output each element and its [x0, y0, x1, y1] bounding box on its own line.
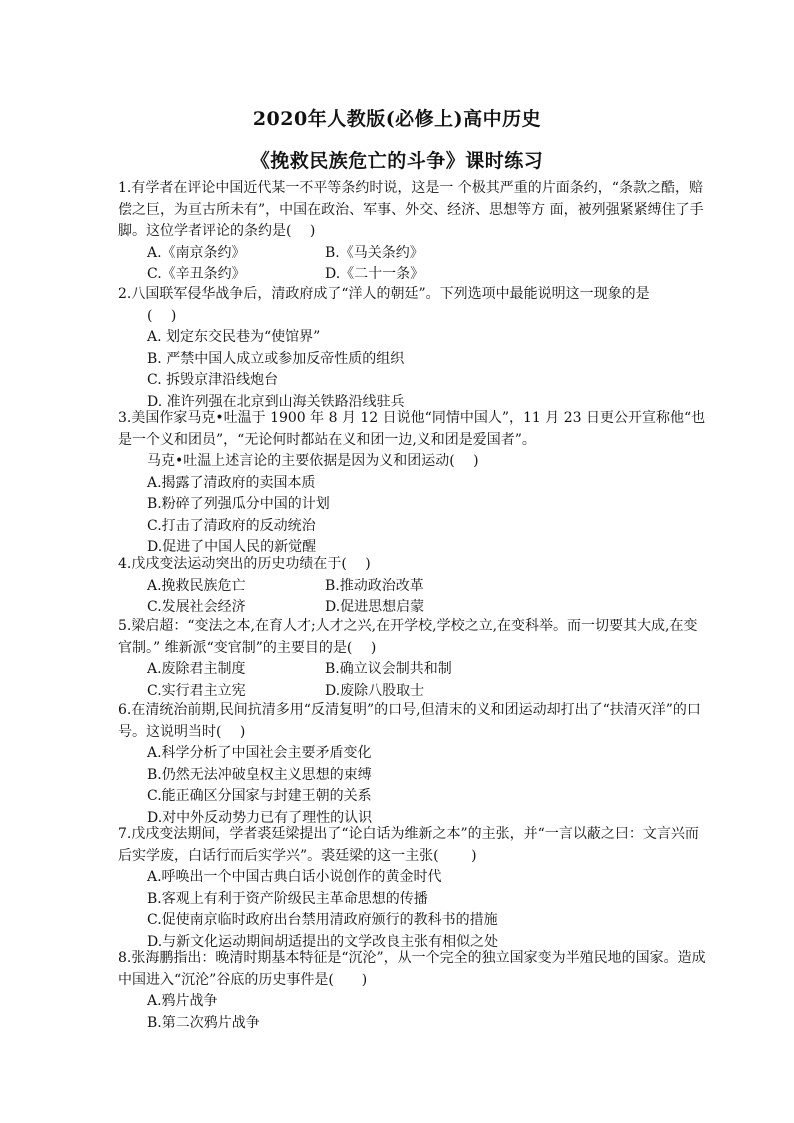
option-b: B.确立议会制共和制 — [325, 661, 452, 677]
option-b: B.粉碎了列强瓜分中国的计划 — [147, 496, 330, 512]
option-c: C.《辛丑条约》 — [147, 266, 246, 282]
option-a: A.揭露了清政府的卖国本质 — [147, 474, 316, 491]
option-d: D.与新文化运动期间胡适提出的文学改良主张有相似之处 — [147, 933, 499, 950]
question-stem: 1.有学者在评论中国近代某一不平等条约时说，这是一 个极其严重的片面条约，“条款之酷，赔偿之巨，为亘古所未有”，中国在政治、军事、外交、经济、思想等方 面，被列强紧紧缚住了手脚。这位学者评论的条约是( ) — [118, 180, 704, 239]
question-stem-continued: 马克•吐温上述言论的主要依据是因为义和团运动( ) — [147, 453, 479, 469]
document-title: 2020年人教版(必修上)高中历史 — [252, 108, 542, 130]
option-d: D.对中外反动势力已有了理性的认识 — [147, 809, 373, 826]
option-b: B.客观上有利于资产阶级民主革命思想的传播 — [147, 890, 428, 907]
option-a: A.呼唤出一个中国古典白话小说创作的黄金时代 — [147, 869, 442, 885]
question-5 — [118, 616, 708, 702]
option-d: D.促进了中国人民的新觉醒 — [147, 539, 317, 555]
question-6 — [118, 700, 708, 829]
option-b: B.《马关条约》 — [325, 244, 424, 261]
option-c: C. 拆毁京津沿线炮台 — [147, 372, 279, 388]
question-1 — [118, 178, 708, 286]
question-stem-continued: ( ) — [147, 307, 177, 324]
question-stem: 3.美国作家马克•吐温于 1900 年 8 月 12 日说他“同情中国人”，11 月 23 日更公开宣称他“也是一个义和团员”，“无论何时都站在义和团一边,义和团是爱国者”。 — [118, 410, 706, 448]
option-c: C.能正确区分国家与封建王朝的关系 — [147, 788, 372, 804]
question-7 — [118, 824, 708, 953]
question-2 — [118, 284, 708, 413]
question-3 — [118, 408, 708, 559]
option-d: D.促进思想启蒙 — [325, 599, 425, 615]
question-stem: 5.梁启超：“变法之本,在育人才;人才之兴,在开学校,学校之立,在变科举。而一切要其大成,在变官制。” 维新派“变官制”的主要目的是( ) — [118, 618, 698, 656]
option-b: B.推动政治改革 — [325, 577, 424, 594]
option-b: B.仍然无法冲破皇权主义思想的束缚 — [147, 766, 372, 783]
question-stem: 8.张海鹏指出：晚清时期基本特征是“沉沦”，从一个完全的独立国家变为半殖民地的国家。造成中国进入“沉沦”谷底的历史事件是( ) — [118, 950, 706, 988]
option-c: C.发展社会经济 — [147, 599, 246, 615]
options — [118, 243, 708, 286]
option-a: A. 划定东交民巷为“使馆界” — [147, 329, 321, 345]
question-stem: 6.在清统治前期,民间抗清多用“反清复明”的口号,但清末的义和团运动却打出了“扶清灭洋”的口号。这说明当时( ) — [118, 702, 701, 740]
question-stem: 2.八国联军侵华战争后，清政府成了“洋人的朝廷”。下列选项中最能说明这一现象的是 — [118, 286, 650, 302]
question-8 — [118, 948, 708, 1034]
question-4 — [118, 554, 708, 619]
option-c: C.实行君主立宪 — [147, 682, 246, 699]
option-a: A.鸦片战争 — [147, 993, 218, 1009]
option-a: A.挽救民族危亡 — [147, 577, 246, 594]
option-c: C.打击了清政府的反动统治 — [147, 517, 316, 534]
question-stem: 4.戊戌变法运动突出的历史功绩在于( ) — [118, 556, 371, 572]
option-d: D.《二十一条》 — [325, 266, 425, 282]
options — [118, 576, 708, 619]
document-subtitle: 《挽救民族危亡的斗争》课时练习 — [250, 150, 544, 172]
options — [118, 659, 708, 702]
option-d: D. 准许列强在北京到山海关铁路沿线驻兵 — [147, 393, 405, 410]
option-d: D.废除八股取士 — [325, 682, 425, 699]
option-b: B. 严禁中国人成立或参加反帝性质的组织 — [147, 350, 405, 367]
question-stem: 7.戊戌变法期间，学者裘廷梁提出了“论白话为维新之本”的主张，并“一言以蔽之曰：文言兴而后实学废，白话行而后实学兴”。裘廷梁的这一主张( ) — [118, 826, 699, 864]
option-a: A.废除君主制度 — [147, 661, 246, 677]
option-c: C.促使南京临时政府出台禁用清政府颁行的教科书的措施 — [147, 912, 498, 928]
option-a: A.科学分析了中国社会主要矛盾变化 — [147, 745, 372, 761]
option-b: B.第二次鸦片战争 — [147, 1014, 260, 1031]
option-a: A.《南京条约》 — [147, 244, 246, 261]
